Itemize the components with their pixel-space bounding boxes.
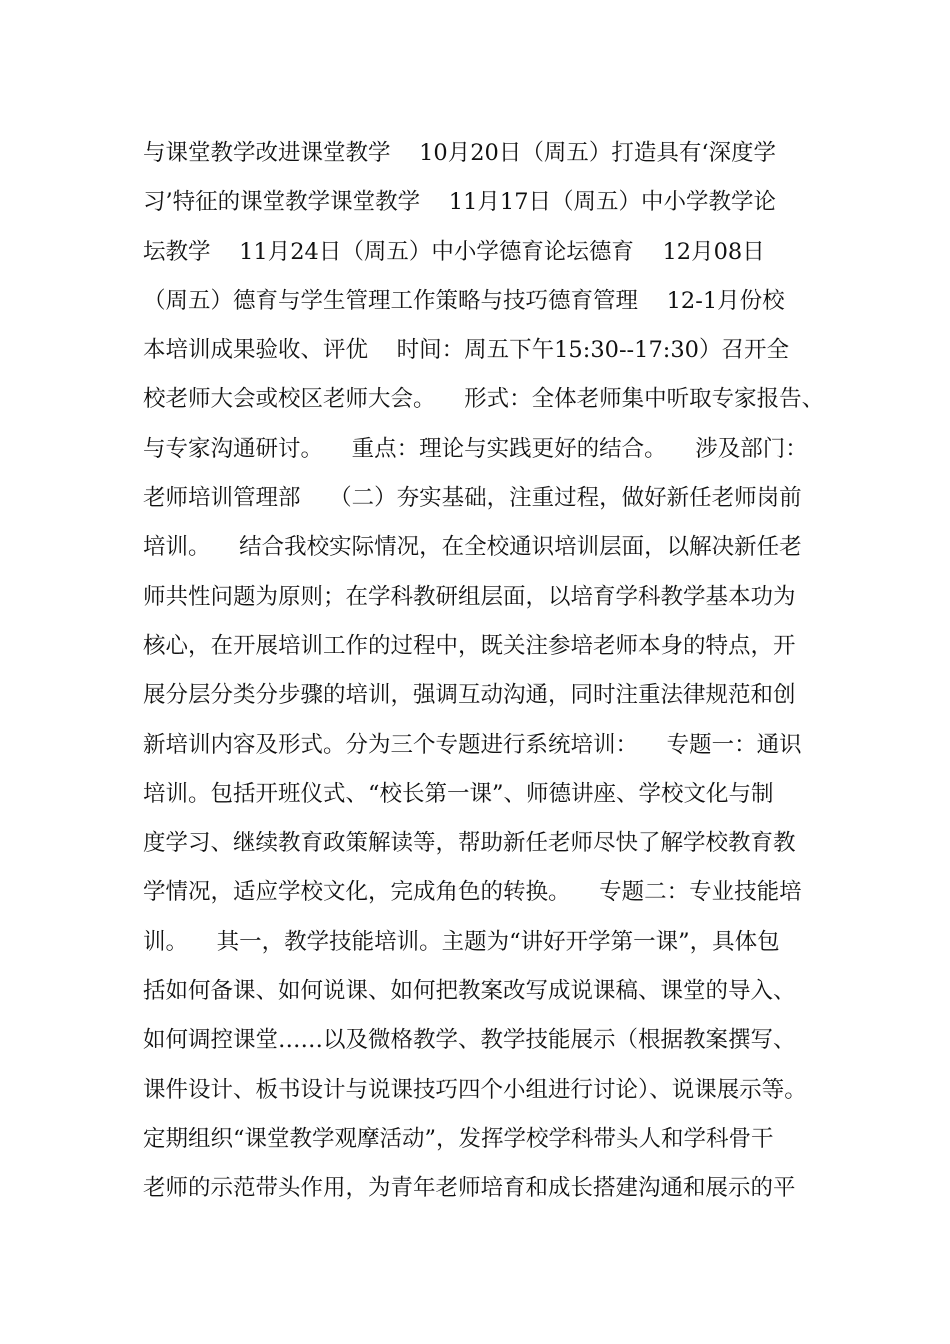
text-line: 培训。包括开班仪式、“校长第一课”、师德讲座、学校文化与制 (143, 780, 774, 807)
text-line: 新培训内容及形式。分为三个专题进行系统培训： 专题一：通识 (143, 731, 802, 758)
document-body (143, 129, 833, 1214)
text-line: 与课堂教学改进课堂教学 10月20日（周五）打造具有‘深度学 (143, 140, 777, 166)
text-line: 本培训成果验收、评优 时间：周五下午15:30--17:30）召开全 (143, 337, 789, 364)
text-line: 老师的示范带头作用，为青年老师培育和成长搭建沟通和展示的平 (143, 1175, 796, 1202)
text-line: 训。 其一，教学技能培训。主题为“讲好开学第一课”，具体包 (143, 928, 780, 955)
text-line: 如何调控课堂……以及微格教学、教学技能展示（根据教案撰写、 (143, 1027, 796, 1054)
text-line: 习’特征的课堂教学课堂教学 11月17日（周五）中小学教学论 (143, 189, 777, 216)
text-line: 与专家沟通研讨。 重点：理论与实践更好的结合。 涉及部门： (143, 435, 808, 462)
text-line: 师共性问题为原则；在学科教研组层面，以培育学科教学基本功为 (143, 583, 796, 610)
text-line: 老师培训管理部 （二）夯实基础，注重过程，做好新任老师岗前 (143, 485, 802, 512)
text-line: （周五）德育与学生管理工作策略与技巧德育管理 12-1月份校 (143, 287, 785, 314)
text-line: 度学习、继续教育政策解读等，帮助新任老师尽快了解学校教育教 (143, 830, 796, 857)
text-line: 校老师大会或校区老师大会。 形式：全体老师集中听取专家报告、 (143, 386, 825, 413)
text-line: 括如何备课、如何说课、如何把教案改写成说课稿、课堂的导入、 (143, 978, 796, 1005)
text-line: 培训。 结合我校实际情况，在全校通识培训层面，以解决新任老 (143, 534, 802, 561)
text-line: 课件设计、板书设计与说课技巧四个小组进行讨论）、说课展示等。 (143, 1076, 807, 1103)
text-line: 学情况，适应学校文化，完成角色的转换。 专题二：专业技能培 (143, 879, 802, 906)
text-line: 坛教学 11月24日（周五）中小学德育论坛德育 12月08日 (143, 238, 765, 265)
text-line: 定期组织“课堂教学观摩活动”，发挥学校学科带头人和学科骨干 (143, 1125, 774, 1152)
text-line: 展分层分类分步骤的培训，强调互动沟通，同时注重法律规范和创 (143, 682, 796, 709)
text-line: 核心，在开展培训工作的过程中，既关注参培老师本身的特点，开 (143, 632, 796, 659)
